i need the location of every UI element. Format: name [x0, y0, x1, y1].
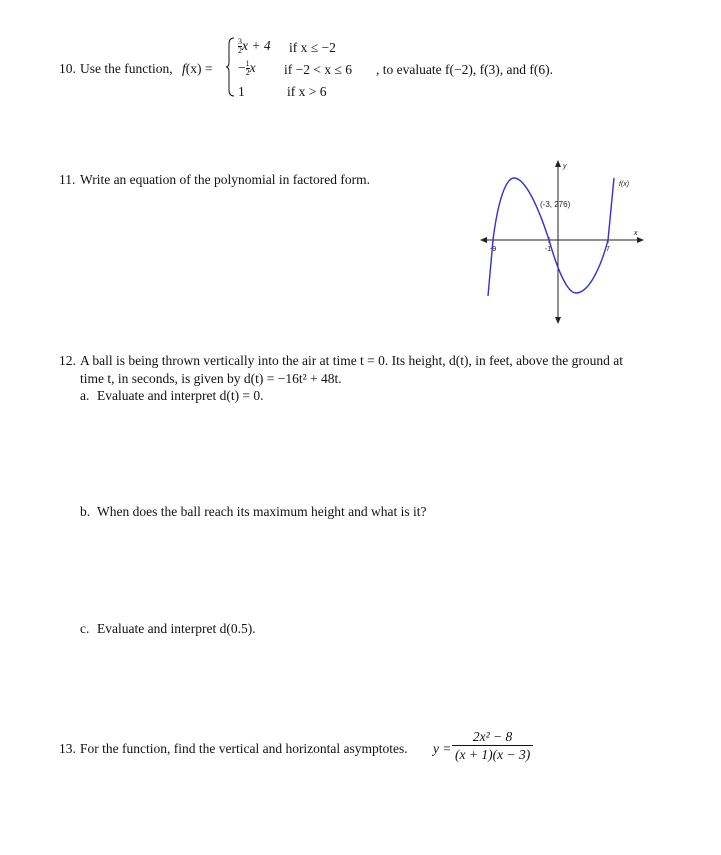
curve-label: f(x)	[619, 181, 630, 188]
q12b-text: When does the ball reach its maximum height and what is it?	[97, 504, 427, 519]
q12c-text: Evaluate and interpret d(0.5).	[97, 621, 256, 636]
q10-number: 10.	[59, 61, 76, 76]
y-axis-arrow-up	[555, 160, 561, 167]
q12a-label: a.	[80, 388, 90, 403]
q10-piece-3-expr: 1	[238, 84, 245, 99]
x-axis-arrow-right	[637, 237, 644, 243]
tick-label-neg1: -1	[545, 246, 552, 253]
q12b-label: b.	[80, 504, 91, 519]
y-axis-label: y	[563, 163, 567, 170]
q13-numerator: 2x² − 8	[452, 729, 533, 746]
q10-piece-1-cond: if x ≤ −2	[289, 40, 336, 55]
q13-text: For the function, find the vertical and horizontal asymptotes.	[80, 741, 408, 756]
q12-number: 12.	[59, 353, 76, 368]
tick-label-7: 7	[606, 246, 610, 253]
q12a-text: Evaluate and interpret d(t) = 0.	[97, 388, 264, 403]
q10-piecewise-brace	[226, 36, 236, 98]
q10-piece-2-cond: if −2 < x ≤ 6	[284, 62, 353, 77]
q12c-label: c.	[80, 621, 90, 636]
q10-tail-text: , to evaluate f(−2), f(3), and f(6).	[376, 62, 554, 77]
q11-number: 11.	[59, 172, 76, 187]
tick-label-neg9: -9	[490, 246, 497, 253]
q12-line-1: A ball is being thrown vertically into the air at time t = 0. Its height, d(t), in feet, above the ground at	[80, 353, 623, 368]
q12-line-2: time t, in seconds, is given by d(t) = −16t² + 48t.	[80, 371, 342, 386]
q11-polynomial-graph	[478, 158, 648, 326]
polynomial-curve	[488, 178, 614, 296]
q10-lead-text: Use the function,	[80, 61, 173, 76]
point-label: (-3, 276)	[540, 200, 571, 209]
q10-piece-1-expr: $\frac{3}{2}$ x + 4	[238, 37, 271, 56]
q13-denominator: (x + 1)(x − 3)	[455, 747, 531, 762]
q13-lhs: y =	[433, 741, 452, 756]
q10-piece-2-expr: − $\frac{1}{2}$ x	[238, 59, 256, 78]
q11-text: Write an equation of the polynomial in factored form.	[80, 172, 370, 187]
q13-number: 13.	[59, 741, 76, 756]
x-axis-label: x	[634, 230, 638, 237]
q13-fraction	[452, 729, 533, 762]
y-axis-arrow-down	[555, 317, 561, 324]
x-axis-arrow-left	[480, 237, 487, 243]
q10-piece-3-cond: if x > 6	[287, 84, 327, 99]
q10-function-name: f(x) =	[182, 61, 213, 76]
